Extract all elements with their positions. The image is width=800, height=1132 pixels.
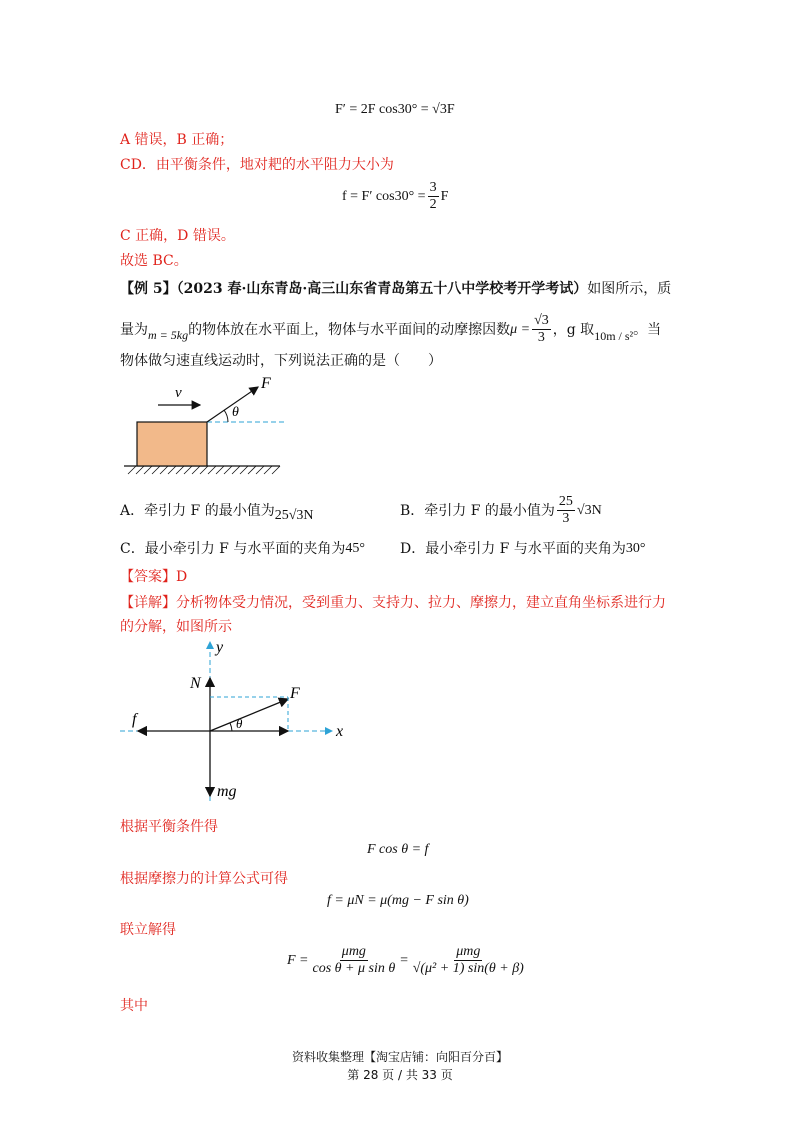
footer-source: 资料收集整理【淘宝店铺：向阳百分百】	[291, 1050, 508, 1064]
statement-c-right: C 正确，D 错误。	[120, 228, 235, 244]
example-text2a: 量为	[120, 321, 148, 338]
example-mass: m = 5kg	[148, 327, 189, 342]
x-axis-label: x	[336, 723, 344, 740]
option-d	[400, 539, 645, 559]
option-c-text: C．最小牵引力 F 与水平面的夹角为	[120, 541, 346, 557]
equation-friction-force	[342, 180, 448, 213]
theta-arc-2	[230, 723, 232, 731]
equation-balance: F cos θ = f	[367, 842, 429, 857]
example-g-value: 10m / s²	[594, 328, 634, 343]
derivation-s2: 根据摩擦力的计算公式可得	[120, 871, 288, 887]
option-d-value: 30°	[625, 541, 646, 556]
force-f-label-2: F	[290, 685, 300, 702]
derivation-s3: 联立解得	[120, 922, 176, 938]
option-d-text: D．最小牵引力 F 与水平面的夹角为	[400, 541, 626, 557]
example-heading	[120, 279, 671, 299]
option-b-tail: √3N	[576, 502, 602, 518]
option-b-num: 25	[558, 494, 573, 509]
eq2-lhs: f = F′ cos30° =	[342, 188, 426, 204]
option-a-value: 25√3N	[274, 508, 314, 523]
example-mu-num: √3	[534, 313, 549, 328]
example-mu-lhs: μ =	[510, 321, 531, 337]
option-b-text: B．牵引力 F 的最小值为	[400, 502, 555, 519]
answer-label: 【答案】D	[120, 569, 188, 585]
option-c	[120, 539, 365, 559]
friction-label: f	[132, 711, 137, 728]
velocity-label: v	[175, 385, 182, 401]
explain-line2: 的分解，如图所示	[120, 619, 232, 635]
eq-c-lhs: F =	[287, 952, 309, 968]
option-c-value: 45°	[345, 541, 365, 556]
derivation-s4: 其中	[120, 998, 148, 1014]
statement-a-wrong: A 错误，B 正确；	[120, 132, 234, 148]
force-f-arrow-2	[210, 699, 288, 731]
eq2-fraction	[428, 180, 439, 213]
example-text1: 如图所示，质	[587, 281, 672, 297]
eq-c-equals: =	[399, 952, 409, 968]
eq-c-den2: √(μ² + 1) sin(θ + β)	[412, 961, 524, 976]
footer-page-number: 第 28 页 / 共 33 页	[347, 1068, 453, 1082]
figure-free-body-diagram	[120, 636, 360, 806]
option-a-text: A．牵引力 F 的最小值为	[120, 503, 275, 519]
eq2-rhs: F	[440, 188, 449, 204]
theta-label: θ	[232, 405, 239, 420]
explain-line1: 【详解】分析物体受力情况，受到重力、支持力、拉力、摩擦力，建立直角坐标系进行力	[120, 595, 666, 611]
eq-c-num2: μmg	[456, 944, 481, 959]
option-b	[400, 494, 602, 527]
equation-friction-formula: f = μN = μ(mg − F sin θ)	[327, 893, 469, 908]
example-mu-den: 3	[537, 330, 545, 345]
example-text2d: 。当	[633, 321, 662, 338]
example-tag: 【例 5】	[120, 281, 177, 297]
example-text2c: ，g 取	[552, 321, 595, 338]
normal-force-label: N	[190, 675, 201, 692]
eq-c-fraction-2	[411, 944, 526, 977]
ground-hatch	[128, 466, 280, 474]
eq2-denominator: 2	[429, 197, 437, 212]
theta-label-2: θ	[236, 716, 243, 731]
eq-c-num1: μmg	[341, 944, 366, 959]
example-text3: 物体做匀速直线运动时，下列说法正确的是（ ）	[120, 353, 442, 369]
example-text2b: 的物体放在水平面上，物体与水平面间的动摩擦因数	[188, 321, 511, 338]
force-f-label: F	[261, 375, 271, 392]
example-line2	[120, 313, 661, 346]
y-axis-label: y	[216, 639, 224, 656]
statement-choose: 故选 BC。	[120, 253, 188, 269]
equation-solution	[287, 944, 528, 977]
option-b-den: 3	[562, 511, 570, 526]
figure-block-diagram	[120, 375, 290, 475]
eq2-numerator: 3	[429, 180, 437, 195]
statement-cd-intro: CD．由平衡条件，地对耙的水平阻力大小为	[120, 157, 394, 173]
option-b-fraction	[557, 494, 575, 527]
gravity-label: mg	[217, 783, 237, 800]
example-source: （2023 春·山东青岛·高三山东省青岛第五十八中学校考开学考试）	[176, 281, 588, 297]
block	[137, 422, 207, 466]
eq-c-den1: cos θ + μ sin θ	[312, 961, 396, 976]
option-a	[120, 501, 314, 521]
eq-c-fraction-1	[311, 944, 398, 977]
theta-arc	[224, 410, 228, 422]
example-mu-fraction	[532, 313, 551, 346]
equation-f-prime: F′ = 2F cos30° = √3F	[335, 102, 455, 117]
derivation-s1: 根据平衡条件得	[120, 819, 218, 835]
